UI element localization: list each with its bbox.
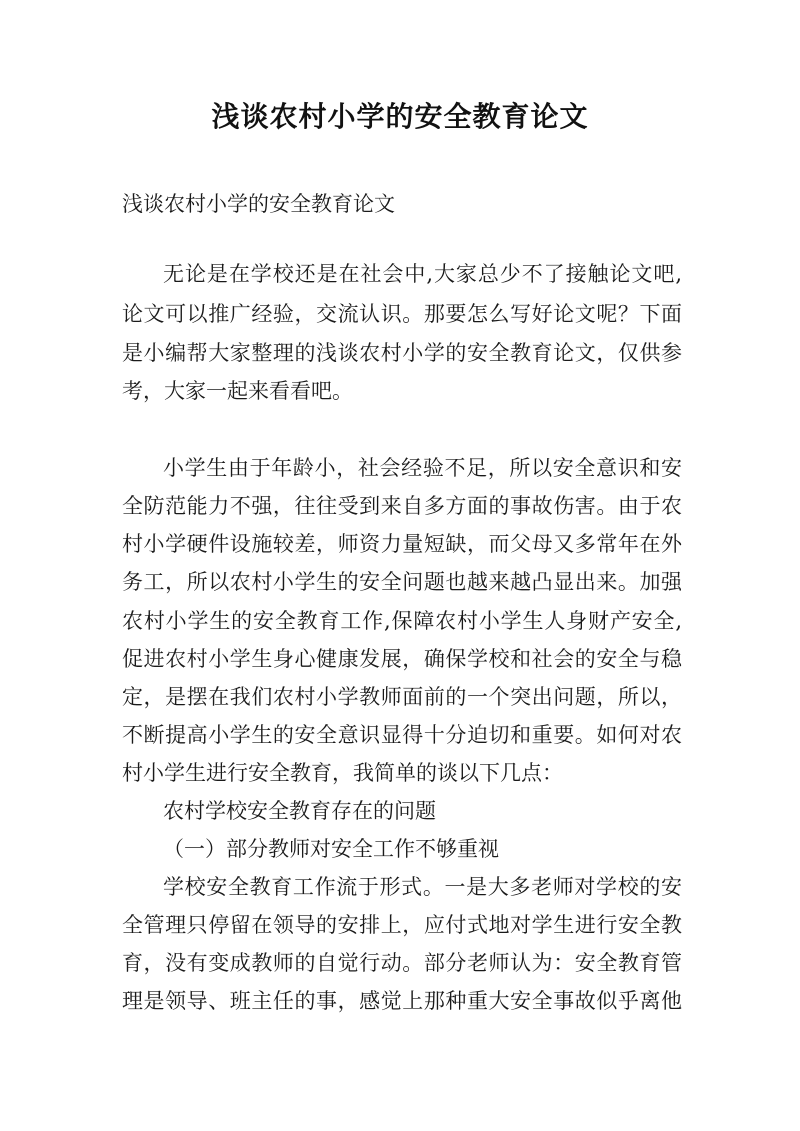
body-line: 全防范能力不强，往往受到来自多方面的事故伤害。由于农 [122,494,682,518]
document-title: 浅谈农村小学的安全教育论文 [211,100,589,133]
section-line: 全管理只停留在领导的安排上，应付式地对学生进行安全教 [122,913,682,937]
body-line: 务工，所以农村小学生的安全问题也越来越凸显出来。加强 [122,570,682,594]
intro-line: 考，大家一起来看看吧。 [122,379,353,403]
section-line: 理是领导、班主任的事，感觉上那种重大安全事故似乎离他 [122,989,682,1013]
document-subtitle: 浅谈农村小学的安全教育论文 [122,192,395,216]
body-line: 小学生由于年龄小，社会经验不足，所以安全意识和安 [163,456,682,480]
intro-line: 是小编帮大家整理的浅谈农村小学的安全教育论文，仅供参 [122,341,682,365]
body-line: 村小学生进行安全教育，我简单的谈以下几点： [122,761,563,785]
body-line: 定，是摆在我们农村小学教师面前的一个突出问题，所以， [122,685,682,709]
section-line: 学校安全教育工作流于形式。一是大多老师对学校的安 [163,875,682,899]
subsection-heading: （一）部分教师对安全工作不够重视 [163,837,499,861]
section-line: 育，没有变成教师的自觉行动。部分老师认为：安全教育管 [122,951,682,975]
intro-line: 无论是在学校还是在社会中,大家总少不了接触论文吧, [163,262,682,286]
body-line: 农村小学生的安全教育工作,保障农村小学生人身财产安全, [122,609,682,633]
section-heading: 农村学校安全教育存在的问题 [163,799,436,823]
body-line: 村小学硬件设施较差，师资力量短缺，而父母又多常年在外 [122,532,682,556]
intro-line: 论文可以推广经验，交流认识。那要怎么写好论文呢？下面 [122,302,682,326]
body-line: 不断提高小学生的安全意识显得十分迫切和重要。如何对农 [122,723,682,747]
body-line: 促进农村小学生身心健康发展，确保学校和社会的安全与稳 [122,647,682,671]
